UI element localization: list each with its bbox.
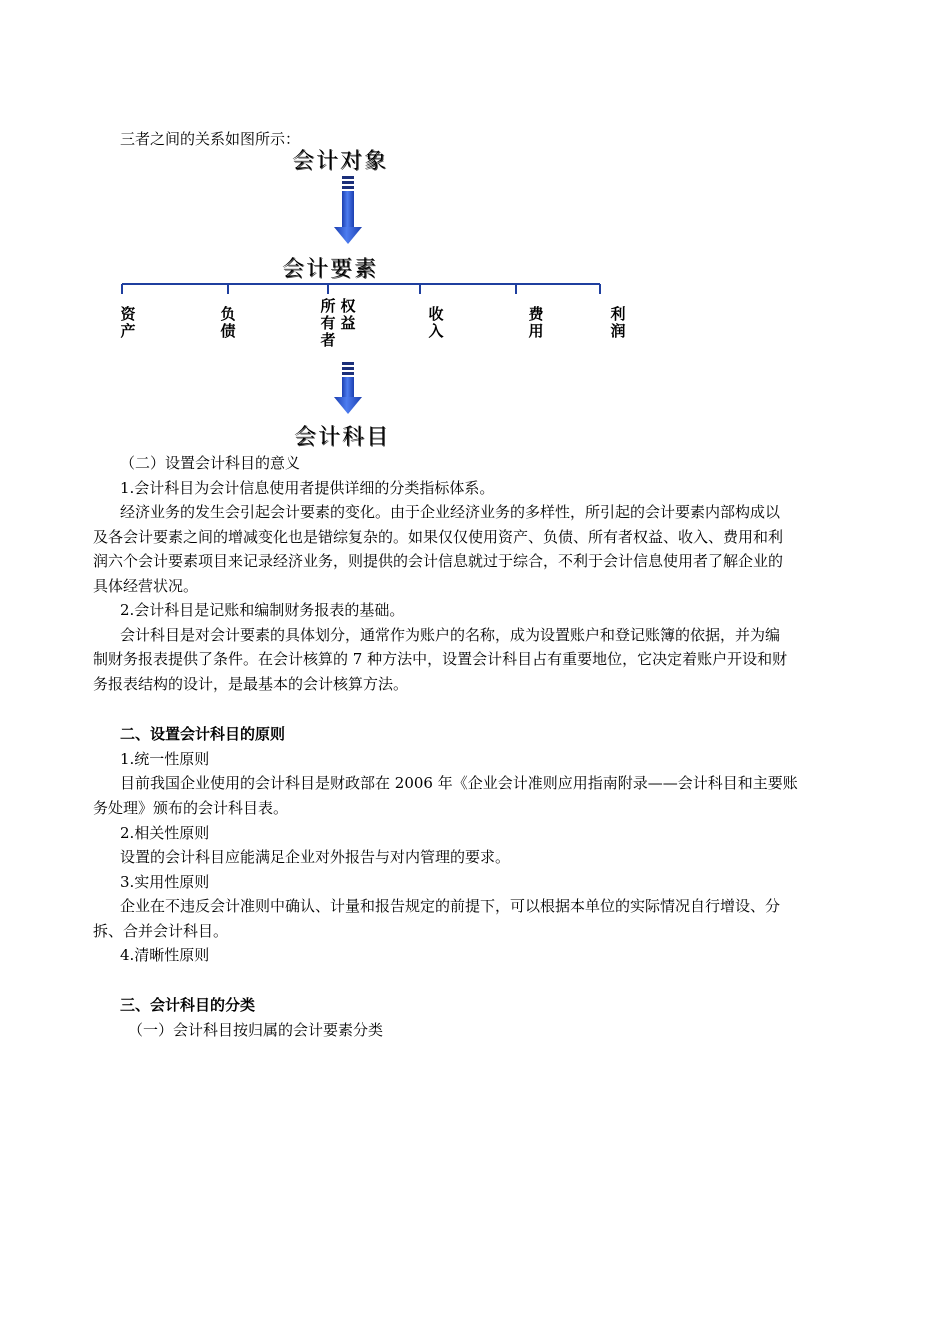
- principle-4: 4.清晰性原则: [120, 946, 210, 964]
- arrow-down-icon: [334, 176, 362, 244]
- accounting-subjects-label: 会计科目: [294, 425, 391, 450]
- point-2: 2.会计科目是记账和编制财务报表的基础。: [120, 601, 405, 619]
- principle-2: 2.相关性原则: [120, 824, 210, 842]
- principle-1: 1.统一性原则: [120, 750, 210, 768]
- paragraph-line: 目前我国企业使用的会计科目是财政部在 2006 年《企业会计准则应用指南附录——会计科目和主要账: [120, 774, 798, 792]
- paragraph-line: 经济业务的发生会引起会计要素的变化。由于企业经济业务的多样性，所引起的会计要素内部构成以: [120, 503, 781, 521]
- paragraph-line: 具体经营状况。: [93, 577, 199, 595]
- arrow-down-icon: [334, 362, 362, 414]
- diagram-graphics: [110, 138, 650, 450]
- relationship-diagram: [110, 138, 650, 450]
- point-1: 1.会计科目为会计信息使用者提供详细的分类指标体系。: [120, 479, 495, 497]
- accounting-object-label: 会计对象: [292, 149, 389, 174]
- branch-lines: [122, 284, 600, 294]
- paragraph-line: 及各会计要素之间的增减变化也是错综复杂的。如果仅仅使用资产、负债、所有者权益、收入、费用和利: [93, 528, 784, 546]
- element-owners: 所有者: [320, 297, 336, 349]
- element-assets: 资产: [120, 305, 136, 340]
- accounting-elements-label: 会计要素: [282, 257, 379, 282]
- paragraph-line: 设置的会计科目应能满足企业对外报告与对内管理的要求。: [120, 848, 511, 866]
- section-heading-classification: 三、会计科目的分类: [120, 996, 256, 1014]
- paragraph-line: 制财务报表提供了条件。在会计核算的 7 种方法中，设置会计科目占有重要地位，它决定着账户开设和财: [93, 650, 788, 668]
- paragraph-line: 润六个会计要素项目来记录经济业务，则提供的会计信息就过于综合，不利于会计信息使用者了解企业的: [93, 552, 784, 570]
- paragraph-line: 会计科目是对会计要素的具体划分，通常作为账户的名称，成为设置账户和登记账簿的依据，并为编: [120, 626, 781, 644]
- intro-text: 三者之间的关系如图所示：: [120, 130, 301, 148]
- subheading-significance: （二）设置会计科目的意义: [120, 454, 301, 472]
- element-equity: 权益: [340, 297, 356, 332]
- element-liabilities: 负债: [220, 305, 236, 340]
- principle-3: 3.实用性原则: [120, 873, 210, 891]
- paragraph-line: 务报表结构的设计，是最基本的会计核算方法。: [93, 675, 409, 693]
- paragraph-line: 企业在不违反会计准则中确认、计量和报告规定的前提下，可以根据本单位的实际情况自行增设、分: [120, 897, 781, 915]
- element-profit: 利润: [610, 305, 626, 340]
- subheading-classification: （一）会计科目按归属的会计要素分类: [128, 1021, 384, 1039]
- paragraph-line: 务处理》颁布的会计科目表。: [93, 799, 289, 817]
- paragraph-line: 拆、合并会计科目。: [93, 922, 229, 940]
- element-revenue: 收入: [428, 305, 444, 340]
- element-expenses: 费用: [528, 305, 544, 340]
- section-heading-principles: 二、设置会计科目的原则: [120, 725, 286, 743]
